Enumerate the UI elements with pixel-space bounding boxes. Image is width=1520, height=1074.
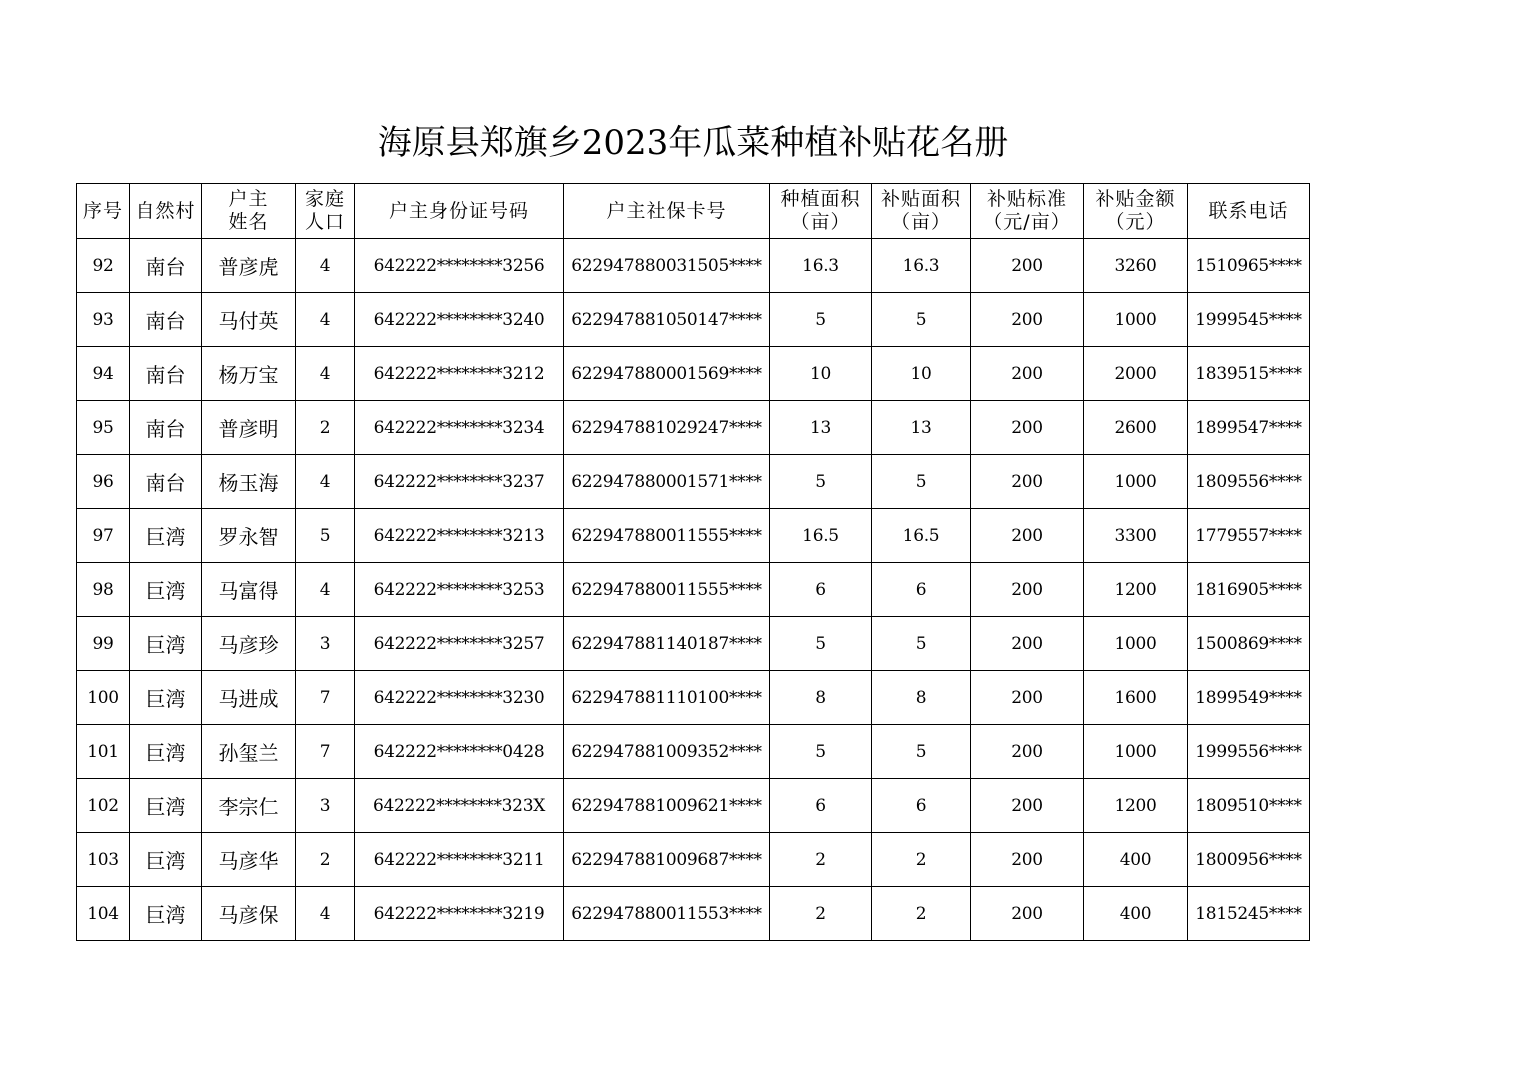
cell-householder-name: 普彦明 <box>202 401 296 455</box>
cell-subsidized-area: 2 <box>872 833 971 887</box>
document-title: 海原县郑旗乡2023年瓜菜种植补贴花名册 <box>377 123 1009 163</box>
cell-phone: 1816905**** <box>1188 563 1310 617</box>
cell-subsidy-rate: 200 <box>971 563 1084 617</box>
table-row <box>77 779 1310 833</box>
cell-subsidy-rate: 200 <box>971 887 1084 941</box>
header-label-line: 自然村 <box>135 199 196 222</box>
cell-serial-no: 93 <box>77 293 130 347</box>
header-label-line: 户主身份证号码 <box>388 199 529 222</box>
cell-planted-area: 6 <box>770 563 872 617</box>
cell-id-number: 642222********3230 <box>355 671 564 725</box>
cell-social-security-card: 622947880031505**** <box>564 239 770 293</box>
cell-village: 南台 <box>130 455 202 509</box>
cell-phone: 1999556**** <box>1188 725 1310 779</box>
header-id-number <box>355 184 564 239</box>
cell-subsidized-area: 5 <box>872 293 971 347</box>
cell-subsidy-rate: 200 <box>971 617 1084 671</box>
cell-household-size: 2 <box>296 833 355 887</box>
cell-subsidy-amount: 2600 <box>1084 401 1188 455</box>
cell-household-size: 5 <box>296 509 355 563</box>
cell-social-security-card: 622947881009687**** <box>564 833 770 887</box>
cell-serial-no: 98 <box>77 563 130 617</box>
cell-phone: 1899547**** <box>1188 401 1310 455</box>
cell-phone: 1510965**** <box>1188 239 1310 293</box>
cell-serial-no: 95 <box>77 401 130 455</box>
cell-social-security-card: 622947881009621**** <box>564 779 770 833</box>
cell-id-number: 642222********3240 <box>355 293 564 347</box>
cell-household-size: 4 <box>296 347 355 401</box>
table-row <box>77 401 1310 455</box>
cell-subsidized-area: 10 <box>872 347 971 401</box>
cell-planted-area: 2 <box>770 887 872 941</box>
cell-phone: 1899549**** <box>1188 671 1310 725</box>
cell-serial-no: 101 <box>77 725 130 779</box>
cell-householder-name: 李宗仁 <box>202 779 296 833</box>
cell-village: 巨湾 <box>130 833 202 887</box>
cell-householder-name: 普彦虎 <box>202 239 296 293</box>
cell-subsidy-rate: 200 <box>971 833 1084 887</box>
cell-id-number: 642222********0428 <box>355 725 564 779</box>
cell-subsidized-area: 5 <box>872 455 971 509</box>
header-label-line: （元） <box>1105 211 1166 233</box>
cell-subsidy-rate: 200 <box>971 509 1084 563</box>
cell-village: 南台 <box>130 401 202 455</box>
cell-subsidy-amount: 1600 <box>1084 671 1188 725</box>
cell-subsidy-amount: 1000 <box>1084 617 1188 671</box>
cell-planted-area: 13 <box>770 401 872 455</box>
cell-subsidy-rate: 200 <box>971 347 1084 401</box>
cell-householder-name: 马彦华 <box>202 833 296 887</box>
cell-subsidized-area: 16.3 <box>872 239 971 293</box>
cell-subsidized-area: 6 <box>872 563 971 617</box>
cell-id-number: 642222********3253 <box>355 563 564 617</box>
header-row <box>77 184 1310 239</box>
cell-serial-no: 97 <box>77 509 130 563</box>
header-label-line: 序号 <box>82 199 123 222</box>
cell-social-security-card: 622947880011555**** <box>564 563 770 617</box>
cell-phone: 1779557**** <box>1188 509 1310 563</box>
cell-id-number: 642222********3237 <box>355 455 564 509</box>
cell-subsidy-rate: 200 <box>971 239 1084 293</box>
table-row <box>77 617 1310 671</box>
cell-village: 巨湾 <box>130 887 202 941</box>
cell-social-security-card: 622947880011553**** <box>564 887 770 941</box>
cell-subsidized-area: 16.5 <box>872 509 971 563</box>
cell-subsidized-area: 8 <box>872 671 971 725</box>
table-row <box>77 887 1310 941</box>
header-label-line: （亩） <box>890 211 951 233</box>
header-label-line: 补贴标准 <box>986 188 1067 210</box>
cell-household-size: 3 <box>296 617 355 671</box>
header-phone <box>1188 184 1310 239</box>
header-label-line: 家庭 <box>304 188 345 210</box>
cell-village: 巨湾 <box>130 509 202 563</box>
cell-serial-no: 100 <box>77 671 130 725</box>
table-row <box>77 671 1310 725</box>
cell-phone: 1809556**** <box>1188 455 1310 509</box>
cell-planted-area: 16.3 <box>770 239 872 293</box>
cell-subsidized-area: 5 <box>872 725 971 779</box>
header-village <box>130 184 202 239</box>
cell-household-size: 4 <box>296 563 355 617</box>
cell-subsidy-rate: 200 <box>971 725 1084 779</box>
cell-social-security-card: 622947880011555**** <box>564 509 770 563</box>
cell-village: 巨湾 <box>130 617 202 671</box>
header-subsidized-area <box>872 184 971 239</box>
cell-subsidy-rate: 200 <box>971 455 1084 509</box>
cell-village: 巨湾 <box>130 725 202 779</box>
cell-id-number: 642222********3234 <box>355 401 564 455</box>
cell-householder-name: 马彦保 <box>202 887 296 941</box>
header-label-line: 户主 <box>228 188 269 210</box>
cell-subsidy-amount: 1000 <box>1084 455 1188 509</box>
cell-householder-name: 马富得 <box>202 563 296 617</box>
cell-village: 南台 <box>130 293 202 347</box>
cell-planted-area: 10 <box>770 347 872 401</box>
header-label-line: 户主社保卡号 <box>606 199 727 222</box>
cell-serial-no: 94 <box>77 347 130 401</box>
cell-planted-area: 2 <box>770 833 872 887</box>
table-row <box>77 455 1310 509</box>
cell-village: 巨湾 <box>130 779 202 833</box>
cell-subsidized-area: 6 <box>872 779 971 833</box>
cell-householder-name: 孙玺兰 <box>202 725 296 779</box>
table-header <box>77 184 1310 239</box>
header-label-line: 人口 <box>304 211 345 233</box>
table-row <box>77 725 1310 779</box>
cell-id-number: 642222********323X <box>355 779 564 833</box>
header-label-line: 补贴金额 <box>1095 188 1176 210</box>
cell-household-size: 4 <box>296 887 355 941</box>
cell-planted-area: 6 <box>770 779 872 833</box>
table-row <box>77 347 1310 401</box>
cell-id-number: 642222********3257 <box>355 617 564 671</box>
cell-phone: 1809510**** <box>1188 779 1310 833</box>
header-subsidy-rate <box>971 184 1084 239</box>
table-row <box>77 293 1310 347</box>
header-label-line: 姓名 <box>228 211 269 233</box>
cell-social-security-card: 622947880001571**** <box>564 455 770 509</box>
header-household-size <box>296 184 355 239</box>
cell-subsidized-area: 5 <box>872 617 971 671</box>
cell-subsidy-amount: 1000 <box>1084 293 1188 347</box>
cell-village: 巨湾 <box>130 671 202 725</box>
cell-social-security-card: 622947880001569**** <box>564 347 770 401</box>
table-row <box>77 509 1310 563</box>
cell-serial-no: 102 <box>77 779 130 833</box>
cell-phone: 1800956**** <box>1188 833 1310 887</box>
cell-householder-name: 罗永智 <box>202 509 296 563</box>
cell-subsidy-rate: 200 <box>971 671 1084 725</box>
header-label-line: 联系电话 <box>1208 199 1289 222</box>
cell-householder-name: 马进成 <box>202 671 296 725</box>
cell-subsidy-amount: 400 <box>1084 887 1188 941</box>
cell-householder-name: 马付英 <box>202 293 296 347</box>
cell-planted-area: 5 <box>770 725 872 779</box>
cell-household-size: 7 <box>296 725 355 779</box>
cell-household-size: 4 <box>296 293 355 347</box>
cell-planted-area: 8 <box>770 671 872 725</box>
cell-social-security-card: 622947881029247**** <box>564 401 770 455</box>
cell-subsidy-amount: 1200 <box>1084 563 1188 617</box>
cell-phone: 1999545**** <box>1188 293 1310 347</box>
table-row <box>77 239 1310 293</box>
header-serial-no <box>77 184 130 239</box>
cell-householder-name: 杨玉海 <box>202 455 296 509</box>
cell-subsidized-area: 13 <box>872 401 971 455</box>
table-row <box>77 563 1310 617</box>
cell-planted-area: 5 <box>770 617 872 671</box>
cell-phone: 1839515**** <box>1188 347 1310 401</box>
cell-planted-area: 5 <box>770 455 872 509</box>
cell-subsidy-rate: 200 <box>971 293 1084 347</box>
cell-serial-no: 96 <box>77 455 130 509</box>
cell-serial-no: 103 <box>77 833 130 887</box>
header-planted-area <box>770 184 872 239</box>
cell-subsidized-area: 2 <box>872 887 971 941</box>
header-social-security-card <box>564 184 770 239</box>
cell-phone: 1500869**** <box>1188 617 1310 671</box>
cell-planted-area: 5 <box>770 293 872 347</box>
subsidy-roster-table <box>76 183 1310 941</box>
cell-id-number: 642222********3256 <box>355 239 564 293</box>
cell-subsidy-amount: 2000 <box>1084 347 1188 401</box>
cell-phone: 1815245**** <box>1188 887 1310 941</box>
cell-planted-area: 16.5 <box>770 509 872 563</box>
cell-id-number: 642222********3219 <box>355 887 564 941</box>
cell-subsidy-rate: 200 <box>971 779 1084 833</box>
cell-householder-name: 马彦珍 <box>202 617 296 671</box>
header-householder-name <box>202 184 296 239</box>
cell-subsidy-amount: 3300 <box>1084 509 1188 563</box>
cell-householder-name: 杨万宝 <box>202 347 296 401</box>
cell-id-number: 642222********3211 <box>355 833 564 887</box>
cell-serial-no: 104 <box>77 887 130 941</box>
cell-serial-no: 92 <box>77 239 130 293</box>
cell-social-security-card: 622947881110100**** <box>564 671 770 725</box>
cell-village: 南台 <box>130 347 202 401</box>
cell-subsidy-amount: 1000 <box>1084 725 1188 779</box>
cell-village: 巨湾 <box>130 563 202 617</box>
cell-serial-no: 99 <box>77 617 130 671</box>
table-row <box>77 833 1310 887</box>
header-label-line: （亩） <box>790 211 851 233</box>
cell-village: 南台 <box>130 239 202 293</box>
cell-social-security-card: 622947881050147**** <box>564 293 770 347</box>
cell-household-size: 2 <box>296 401 355 455</box>
cell-household-size: 7 <box>296 671 355 725</box>
cell-subsidy-amount: 3260 <box>1084 239 1188 293</box>
header-label-line: （元/亩） <box>983 211 1071 233</box>
cell-household-size: 4 <box>296 239 355 293</box>
table-body <box>77 239 1310 941</box>
cell-social-security-card: 622947881140187**** <box>564 617 770 671</box>
header-label-line: 种植面积 <box>780 188 861 210</box>
cell-id-number: 642222********3212 <box>355 347 564 401</box>
cell-subsidy-rate: 200 <box>971 401 1084 455</box>
cell-id-number: 642222********3213 <box>355 509 564 563</box>
header-label-line: 补贴面积 <box>880 188 961 210</box>
cell-social-security-card: 622947881009352**** <box>564 725 770 779</box>
cell-household-size: 3 <box>296 779 355 833</box>
cell-subsidy-amount: 1200 <box>1084 779 1188 833</box>
cell-subsidy-amount: 400 <box>1084 833 1188 887</box>
cell-household-size: 4 <box>296 455 355 509</box>
header-subsidy-amount <box>1084 184 1188 239</box>
